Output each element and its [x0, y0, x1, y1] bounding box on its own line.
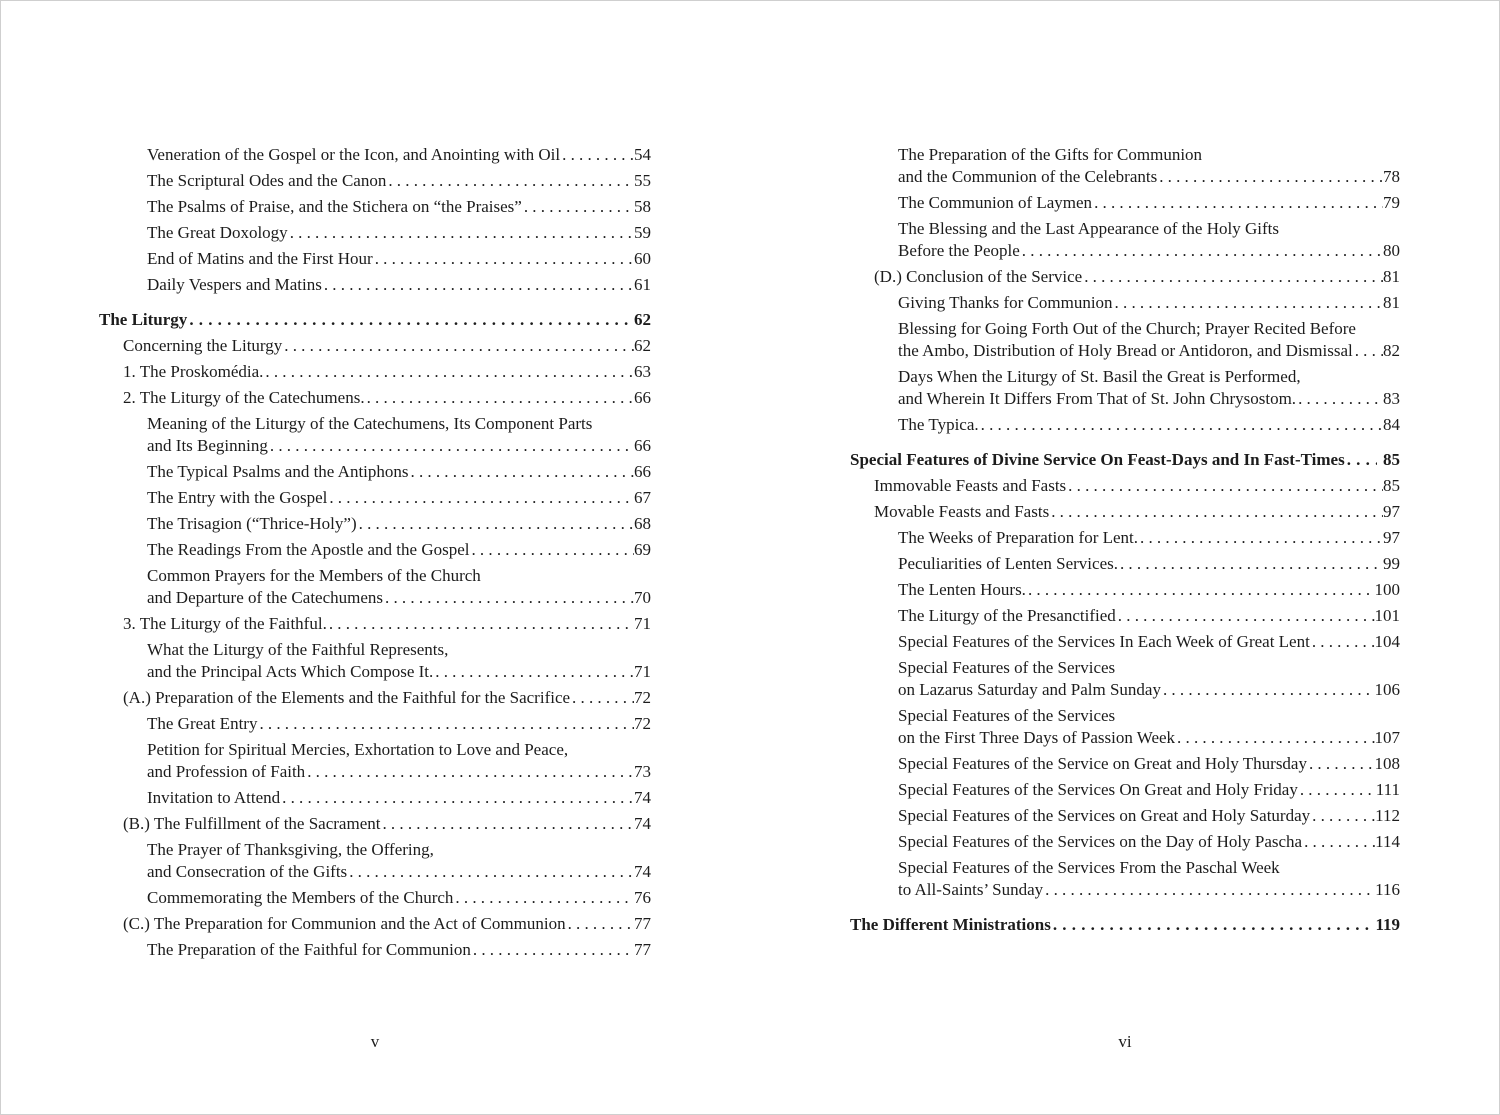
toc-entry — [850, 605, 1400, 626]
toc-entry-text: The Preparation of the Faithful for Communion — [147, 940, 471, 959]
toc-page-ref: 119 — [1375, 915, 1400, 934]
toc-entry — [99, 222, 651, 243]
dot-leader — [268, 435, 634, 456]
toc-page-ref: 67 — [634, 488, 651, 507]
toc-entry — [99, 435, 651, 456]
toc-entry — [850, 218, 1400, 239]
toc-entry-text: The Typical Psalms and the Antiphons — [147, 462, 409, 481]
toc-entry-text: The Liturgy — [99, 310, 188, 329]
toc-entry-text: The Great Entry — [147, 714, 258, 733]
toc-entry — [99, 335, 651, 356]
dot-leader — [280, 787, 634, 808]
toc-page-ref: 107 — [1374, 728, 1400, 747]
dot-leader — [305, 761, 634, 782]
toc-page-ref: 104 — [1374, 632, 1400, 651]
toc-entry — [850, 292, 1400, 313]
dot-leader — [1161, 679, 1375, 700]
toc-entry-text: and the Principal Acts Which Compose It. — [147, 662, 434, 681]
toc-page-ref: 73 — [634, 762, 651, 781]
toc-entry — [850, 579, 1400, 600]
toc-entry-text: Special Features of the Services on the Day of Holy Pascha — [898, 832, 1303, 851]
toc-entry-text: Daily Vespers and Matins — [147, 275, 322, 294]
toc-entry — [850, 805, 1400, 826]
toc-entry — [99, 713, 651, 734]
toc-entry — [850, 318, 1400, 339]
toc-page-ref: 62 — [634, 310, 651, 329]
toc-page-ref: 81 — [1383, 267, 1400, 286]
toc-page-ref: 59 — [634, 223, 651, 242]
toc-entry-text: The Communion of Laymen — [898, 193, 1093, 212]
dot-leader — [1310, 631, 1375, 652]
toc-page-ref: 101 — [1374, 606, 1400, 625]
toc-entry — [99, 144, 651, 165]
toc-entry-text: The Psalms of Praise, and the Stichera on “the Praises” — [147, 197, 522, 216]
toc-entry — [99, 539, 651, 560]
toc-entry-text: Petition for Spiritual Mercies, Exhortation to Love and Peace, — [147, 740, 569, 759]
toc-entry — [850, 388, 1400, 409]
toc-page-ref: 68 — [634, 514, 651, 533]
folio-page-number-left: v — [370, 1032, 380, 1051]
toc-entry — [99, 170, 651, 191]
toc-entry — [99, 913, 651, 934]
dot-leader — [979, 414, 1383, 435]
toc-entry-text: Concerning the Liturgy — [123, 336, 283, 355]
toc-page-ref: 66 — [634, 462, 651, 481]
toc-page-ref: 80 — [1383, 241, 1400, 260]
toc-page-ref: 79 — [1383, 193, 1400, 212]
dot-leader — [1175, 727, 1374, 748]
dot-leader — [471, 939, 634, 960]
dot-leader — [187, 309, 628, 330]
toc-entry — [99, 739, 651, 760]
toc-entry-text: The Preparation of the Gifts for Communion — [898, 145, 1203, 164]
toc-page-ref: 61 — [634, 275, 651, 294]
dot-leader — [288, 222, 634, 243]
toc-entry-text: Special Features of the Services on Great and Holy Saturday — [898, 806, 1311, 825]
toc-entry-text: Special Features of the Services On Great and Holy Friday — [898, 780, 1298, 799]
toc-entry — [99, 387, 651, 408]
toc-entry-text: to All-Saints’ Sunday — [898, 880, 1044, 899]
toc-entry — [850, 166, 1400, 187]
dot-leader — [1113, 292, 1383, 313]
toc-entry-text: Special Features of the Service on Great and Holy Thursday — [898, 754, 1307, 773]
toc-page-ref: 66 — [634, 436, 651, 455]
toc-page-ref: 83 — [1383, 389, 1400, 408]
toc-page-ref: 106 — [1374, 680, 1400, 699]
toc-entry-text: the Ambo, Distribution of Holy Bread or Antidoron, and Dismissal — [898, 341, 1353, 360]
toc-entry-text: Movable Feasts and Fasts — [874, 502, 1050, 521]
toc-page-ref: 55 — [634, 171, 651, 190]
toc-page-ref: 63 — [634, 362, 651, 381]
dot-leader — [1345, 449, 1377, 470]
toc-entry — [850, 527, 1400, 548]
toc-page-ref: 78 — [1383, 167, 1400, 186]
toc-entry — [850, 679, 1400, 700]
toc-page-v — [99, 144, 651, 1074]
toc-entry-text: and Consecration of the Gifts — [147, 862, 348, 881]
toc-entry-text: on the First Three Days of Passion Week — [898, 728, 1176, 747]
toc-entry — [99, 861, 651, 882]
dot-leader — [1092, 192, 1383, 213]
toc-page-ref: 54 — [634, 145, 651, 164]
toc-entry — [99, 939, 651, 960]
toc-entry-text: The Lenten Hours. — [898, 580, 1026, 599]
toc-page-ref: 97 — [1383, 528, 1400, 547]
toc-entry-text: The Scriptural Odes and the Canon — [147, 171, 387, 190]
toc-entry-text: (D.) Conclusion of the Service — [874, 267, 1083, 286]
toc-entry — [99, 196, 651, 217]
toc-entry — [850, 857, 1400, 878]
dot-leader — [1116, 605, 1375, 626]
toc-entry-text: Blessing for Going Forth Out of the Church; Prayer Recited Before — [898, 319, 1356, 338]
toc-page-ref: 74 — [634, 814, 651, 833]
toc-page-ref: 77 — [634, 914, 651, 933]
dot-leader — [1296, 388, 1383, 409]
toc-entry-text: Before the People — [898, 241, 1020, 260]
toc-page-ref: 74 — [634, 788, 651, 807]
toc-entry-text: and the Communion of the Celebrants — [898, 167, 1158, 186]
dot-leader — [373, 248, 634, 269]
toc-entry-text: The Liturgy of the Presanctified — [898, 606, 1116, 625]
dot-leader — [1051, 914, 1370, 935]
dot-leader — [1020, 240, 1383, 261]
toc-entry — [850, 192, 1400, 213]
toc-page-ref: 77 — [634, 940, 651, 959]
toc-entry-text: Special Features of Divine Service On Feast-Days and In Fast-Times — [850, 450, 1345, 469]
toc-entry-text: 1. The Proskomédia. — [123, 362, 264, 381]
toc-page-vi — [850, 144, 1400, 1074]
dot-leader — [566, 913, 634, 934]
toc-entry — [850, 553, 1400, 574]
dot-leader — [386, 170, 634, 191]
toc-page-ref: 99 — [1383, 554, 1400, 573]
toc-section-heading — [99, 309, 651, 330]
toc-entry-text: Special Features of the Services — [898, 706, 1116, 725]
folio-page-number-right: vi — [1118, 1032, 1132, 1051]
toc-entry — [850, 266, 1400, 287]
dot-leader — [365, 387, 634, 408]
dot-leader — [1118, 553, 1383, 574]
dot-leader — [1298, 779, 1376, 800]
toc-entry-text: (A.) Preparation of the Elements and the Faithful for the Sacrifice — [123, 688, 571, 707]
toc-entry-text: and Departure of the Catechumens — [147, 588, 384, 607]
toc-section-heading — [850, 914, 1400, 935]
toc-page-ref: 84 — [1383, 415, 1400, 434]
toc-entry-text: Veneration of the Gospel or the Icon, and Anointing with Oil — [147, 145, 561, 164]
toc-entry-text: What the Liturgy of the Faithful Represents, — [147, 640, 449, 659]
toc-entry-text: Special Features of the Services — [898, 658, 1116, 677]
toc-entry — [99, 413, 651, 434]
dot-leader — [1353, 340, 1383, 361]
toc-page-ref: 116 — [1375, 880, 1400, 899]
dot-leader — [383, 587, 634, 608]
toc-entry-text: Days When the Liturgy of St. Basil the Great is Performed, — [898, 367, 1301, 386]
toc-entry — [850, 779, 1400, 800]
toc-entry-text: on Lazarus Saturday and Palm Sunday — [898, 680, 1161, 699]
toc-page-ref: 76 — [634, 888, 651, 907]
dot-leader — [327, 487, 634, 508]
toc-page-ref: 111 — [1375, 780, 1400, 799]
toc-entries-right — [850, 144, 1400, 935]
toc-page-ref: 85 — [1383, 476, 1400, 495]
toc-page-ref: 62 — [634, 336, 651, 355]
dot-leader — [570, 687, 634, 708]
toc-entry — [99, 513, 651, 534]
toc-entry-text: Commemorating the Members of the Church — [147, 888, 454, 907]
dot-leader — [409, 461, 635, 482]
toc-entry-text: and Wherein It Differs From That of St. John Chrysostom. — [898, 389, 1297, 408]
toc-page-ref: 74 — [634, 862, 651, 881]
toc-entry — [850, 340, 1400, 361]
toc-entry-text: The Great Doxology — [147, 223, 288, 242]
toc-entry-text: The Weeks of Preparation for Lent. — [898, 528, 1139, 547]
dot-leader — [1302, 831, 1375, 852]
toc-entry — [99, 687, 651, 708]
toc-entry — [99, 813, 651, 834]
toc-entry-text: Peculiarities of Lenten Services. — [898, 554, 1118, 573]
toc-page-ref: 72 — [634, 688, 651, 707]
dot-leader — [263, 361, 634, 382]
toc-page-ref: 66 — [634, 388, 651, 407]
dot-leader — [1026, 579, 1375, 600]
toc-entry — [99, 761, 651, 782]
toc-page-ref: 69 — [634, 540, 651, 559]
toc-entry — [99, 565, 651, 586]
toc-entry-text: Common Prayers for the Members of the Church — [147, 566, 481, 585]
toc-entry — [850, 501, 1400, 522]
toc-entry — [850, 475, 1400, 496]
toc-page-ref: 71 — [634, 662, 651, 681]
toc-entry — [99, 639, 651, 660]
dot-leader — [1157, 166, 1383, 187]
dot-leader — [1066, 475, 1383, 496]
toc-entry-text: 3. The Liturgy of the Faithful. — [123, 614, 327, 633]
toc-entry — [99, 274, 651, 295]
toc-entry-text: and Profession of Faith — [147, 762, 306, 781]
toc-entry — [850, 414, 1400, 435]
dot-leader — [347, 861, 634, 882]
dot-leader — [433, 661, 634, 682]
dot-leader — [380, 813, 634, 834]
toc-entry-text: The Entry with the Gospel — [147, 488, 328, 507]
toc-page-ref: 100 — [1374, 580, 1400, 599]
toc-entry-text: Immovable Feasts and Fasts — [874, 476, 1067, 495]
toc-entry — [850, 831, 1400, 852]
toc-entry — [850, 366, 1400, 387]
toc-entry — [850, 705, 1400, 726]
toc-entry-text: The Trisagion (“Thrice-Holy”) — [147, 514, 357, 533]
dot-leader — [1043, 879, 1375, 900]
toc-entry — [99, 487, 651, 508]
dot-leader — [1138, 527, 1383, 548]
toc-entry — [99, 887, 651, 908]
toc-page-ref: 114 — [1375, 832, 1400, 851]
toc-entry — [850, 240, 1400, 261]
dot-leader — [257, 713, 634, 734]
toc-page-ref: 97 — [1383, 502, 1400, 521]
toc-entry-text: The Prayer of Thanksgiving, the Offering, — [147, 840, 434, 859]
toc-entry — [99, 613, 651, 634]
toc-entry — [850, 753, 1400, 774]
toc-page-ref: 72 — [634, 714, 651, 733]
toc-entry — [850, 657, 1400, 678]
toc-entry-text: The Different Ministrations — [850, 915, 1051, 934]
toc-entry-text: The Typica. — [898, 415, 979, 434]
dot-leader — [282, 335, 634, 356]
toc-entry — [99, 461, 651, 482]
toc-entry — [99, 839, 651, 860]
toc-entry — [99, 587, 651, 608]
toc-entry — [850, 727, 1400, 748]
toc-entry — [850, 631, 1400, 652]
toc-entry-text: and Its Beginning — [147, 436, 268, 455]
toc-entry-text: Giving Thanks for Communion — [898, 293, 1113, 312]
toc-entry-text: The Blessing and the Last Appearance of the Holy Gifts — [898, 219, 1279, 238]
dot-leader — [469, 539, 634, 560]
toc-page-ref: 85 — [1383, 450, 1400, 469]
dot-leader — [1307, 753, 1375, 774]
toc-page-ref: 71 — [634, 614, 651, 633]
dot-leader — [1082, 266, 1383, 287]
toc-section-heading — [850, 449, 1400, 470]
toc-entry-text: End of Matins and the First Hour — [147, 249, 373, 268]
toc-entry — [850, 144, 1400, 165]
toc-entry-text: (B.) The Fulfillment of the Sacrament — [123, 814, 381, 833]
toc-entry-text: Special Features of the Services In Each Week of Great Lent — [898, 632, 1310, 651]
toc-entry — [99, 248, 651, 269]
dot-leader — [357, 513, 634, 534]
toc-entry-text: Special Features of the Services From the Paschal Week — [898, 858, 1280, 877]
dot-leader — [327, 613, 634, 634]
toc-entry-text: (C.) The Preparation for Communion and the Act of Communion — [123, 914, 566, 933]
toc-entry-text: The Readings From the Apostle and the Gospel — [147, 540, 470, 559]
dot-leader — [1049, 501, 1383, 522]
toc-page-ref: 58 — [634, 197, 651, 216]
toc-entry-text: Invitation to Attend — [147, 788, 281, 807]
dot-leader — [560, 144, 634, 165]
toc-page-ref: 60 — [634, 249, 651, 268]
dot-leader — [522, 196, 634, 217]
dot-leader — [453, 887, 634, 908]
toc-page-ref: 82 — [1383, 341, 1400, 360]
dot-leader — [1310, 805, 1375, 826]
toc-entry-text: 2. The Liturgy of the Catechumens. — [123, 388, 365, 407]
dot-leader — [322, 274, 634, 295]
toc-page-ref: 108 — [1374, 754, 1400, 773]
toc-entry — [99, 661, 651, 682]
toc-page-ref: 70 — [634, 588, 651, 607]
toc-page-ref: 81 — [1383, 293, 1400, 312]
toc-entry-text: Meaning of the Liturgy of the Catechumens, Its Component Parts — [147, 414, 593, 433]
toc-entry — [99, 787, 651, 808]
toc-page-ref: 112 — [1375, 806, 1400, 825]
toc-entries-left — [99, 144, 651, 960]
toc-entry — [99, 361, 651, 382]
toc-entry — [850, 879, 1400, 900]
